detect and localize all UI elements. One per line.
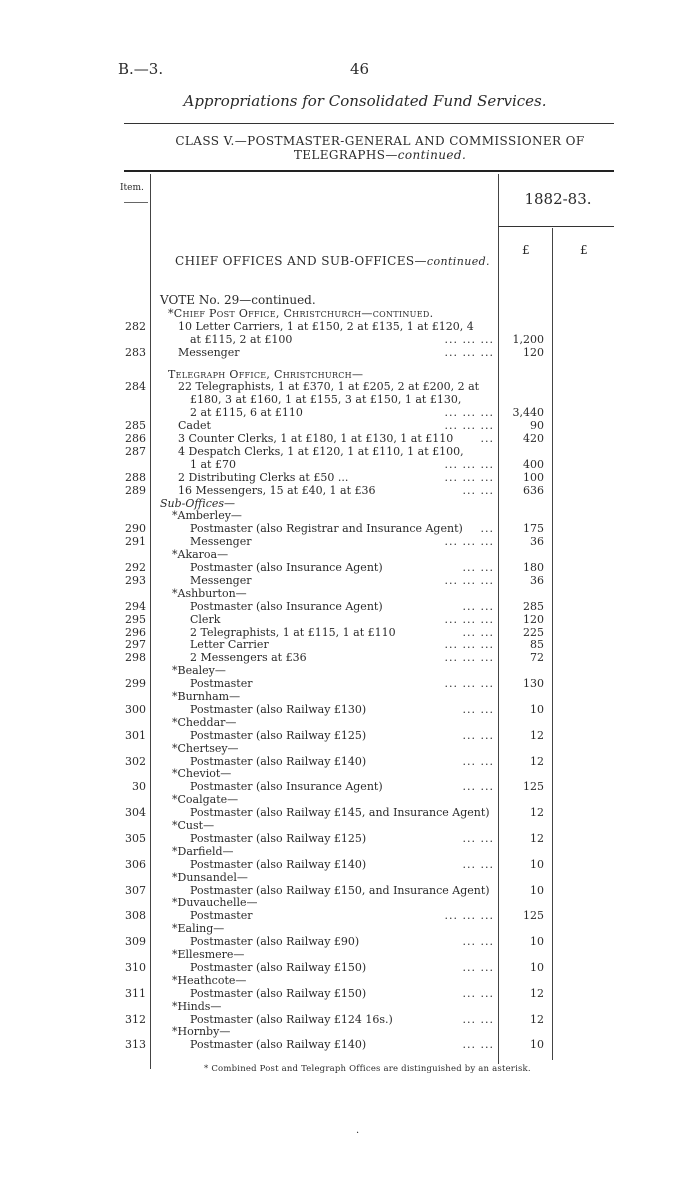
item-description: *Ealing— xyxy=(172,922,225,936)
item-description: *Ellesmere— xyxy=(172,948,245,961)
table-row xyxy=(0,471,700,484)
leader-dots: ... ... ... xyxy=(444,457,494,471)
class-heading-line-1: CLASS V.—POSTMASTER-GENERAL AND COMMISSIONER OF xyxy=(175,134,585,148)
item-number: 306 xyxy=(125,857,146,871)
item-amount: 10 xyxy=(530,935,544,949)
leader-dots: ... ... xyxy=(462,625,494,639)
item-header-underline xyxy=(124,202,148,203)
item-amount: 12 xyxy=(530,986,544,1000)
item-number: 313 xyxy=(125,1038,146,1052)
item-description: *Akaroa— xyxy=(172,548,229,562)
leader-dots: ... ... ... xyxy=(444,535,494,549)
table-row xyxy=(0,871,700,884)
item-amount: 12 xyxy=(530,754,544,768)
table-row xyxy=(0,497,700,510)
item-number: 302 xyxy=(125,754,146,768)
leader-dots: ... ... ... xyxy=(444,638,494,652)
table-row xyxy=(0,961,700,974)
item-description: 3 Counter Clerks, 1 at £180, 1 at £130, 1 at £110 xyxy=(178,432,454,445)
item-number: 298 xyxy=(125,651,146,665)
table-row xyxy=(0,690,700,703)
item-number: 288 xyxy=(125,470,146,484)
leader-dots: ... xyxy=(480,432,494,445)
year-underline xyxy=(498,226,614,227)
item-number: 295 xyxy=(125,612,146,626)
item-description: 2 Messengers at £36 xyxy=(190,651,307,665)
item-number: 296 xyxy=(125,625,146,639)
item-description: at £115, 2 at £100 xyxy=(190,332,293,346)
item-description: Postmaster (also Railway £124 16s.) xyxy=(190,1012,393,1026)
item-amount: 36 xyxy=(530,535,544,549)
class-heading-line-2 xyxy=(150,148,610,162)
item-number: 30 xyxy=(132,780,146,794)
table-row xyxy=(0,987,700,1000)
item-description: Cadet xyxy=(178,419,211,433)
item-number: 300 xyxy=(125,702,146,716)
item-number: 301 xyxy=(125,728,146,742)
table-row xyxy=(0,626,700,639)
item-amount: 400 xyxy=(523,457,544,471)
item-amount: 10 xyxy=(530,857,544,871)
leader-dots: ... ... ... xyxy=(444,419,494,433)
table-row xyxy=(0,458,700,471)
item-description: *Chief Post Office, Christchurch—continued. xyxy=(168,306,434,320)
class-heading-line-2-suffix: continued. xyxy=(397,148,467,162)
item-number: 305 xyxy=(125,831,146,845)
leader-dots: ... ... ... xyxy=(444,406,494,420)
item-amount: 120 xyxy=(523,612,544,626)
item-description: *Ashburton— xyxy=(172,586,247,600)
item-amount: 12 xyxy=(530,831,544,845)
table-row xyxy=(0,651,700,664)
table-row xyxy=(0,845,700,858)
item-amount: 130 xyxy=(523,677,544,691)
table-row xyxy=(0,1013,700,1026)
item-description: Postmaster (also Railway £150, and Insurance Agent) xyxy=(190,883,490,897)
item-description: Postmaster (also Railway £140) xyxy=(190,857,367,871)
year-header: 1882-83. xyxy=(524,190,592,208)
item-amount: 10 xyxy=(530,1038,544,1052)
item-description: VOTE No. 29—continued. xyxy=(160,293,316,307)
leader-dots: ... ... xyxy=(462,935,494,949)
leader-dots: ... ... ... xyxy=(444,345,494,359)
item-amount: 225 xyxy=(523,625,544,639)
table-row xyxy=(0,922,700,935)
table-row xyxy=(0,561,700,574)
item-description: *Heathcote— xyxy=(172,973,247,987)
leader-dots: ... ... xyxy=(462,1038,494,1052)
bottom-mark: · xyxy=(356,1128,360,1139)
item-description: £180, 3 at £160, 1 at £155, 3 at £150, 1 at £130, xyxy=(190,393,462,407)
item-description: Postmaster (also Railway £140) xyxy=(190,1038,367,1052)
item-number: 289 xyxy=(125,483,146,497)
item-description: Messenger xyxy=(190,573,252,587)
item-description: Postmaster (also Railway £125) xyxy=(190,728,367,742)
leader-dots: ... xyxy=(480,522,494,536)
item-number: 307 xyxy=(125,883,146,897)
leader-dots: ... ... xyxy=(462,702,494,716)
leader-dots: ... ... ... xyxy=(444,909,494,923)
table-row xyxy=(0,729,700,742)
table-row xyxy=(0,664,700,677)
item-description: Postmaster (also Railway £150) xyxy=(190,960,367,974)
table-row xyxy=(0,948,700,961)
leader-dots: ... ... xyxy=(462,986,494,1000)
table-row xyxy=(0,613,700,626)
leader-dots: ... ... ... xyxy=(444,573,494,587)
item-description: Postmaster xyxy=(190,677,253,691)
leader-dots: ... ... xyxy=(462,483,494,497)
item-number: 283 xyxy=(125,345,146,359)
item-amount: 125 xyxy=(523,909,544,923)
item-description: Messenger xyxy=(178,345,240,359)
footnote: * Combined Post and Telegraph Offices are distinguished by an asterisk. xyxy=(204,1064,531,1074)
item-number: 282 xyxy=(125,319,146,333)
table-row xyxy=(0,638,700,651)
item-number: 285 xyxy=(125,419,146,433)
item-description: Postmaster (also Registrar and Insurance Agent) xyxy=(190,522,463,536)
table-row xyxy=(0,806,700,819)
item-number: 287 xyxy=(125,444,146,458)
item-number: 297 xyxy=(125,638,146,652)
item-description: *Duvauchelle— xyxy=(172,896,258,910)
class-heading xyxy=(150,134,610,162)
leader-dots: ... ... ... xyxy=(444,677,494,691)
item-amount: 420 xyxy=(523,432,544,445)
leader-dots: ... ... ... xyxy=(444,470,494,484)
leader-dots: ... ... xyxy=(462,831,494,845)
table-row xyxy=(0,896,700,909)
item-amount: 175 xyxy=(523,522,544,536)
table-row xyxy=(0,600,700,613)
table-row xyxy=(0,393,700,406)
item-description: Postmaster (also Railway £150) xyxy=(190,986,367,1000)
section-title-suffix: continued. xyxy=(426,255,490,268)
item-amount: 3,440 xyxy=(512,406,544,420)
item-description: 2 Telegraphists, 1 at £115, 1 at £110 xyxy=(190,625,396,639)
item-amount: 636 xyxy=(523,483,544,497)
item-description: *Dunsandel— xyxy=(172,870,248,884)
leader-dots: ... ... xyxy=(462,561,494,574)
item-description: 16 Messengers, 15 at £40, 1 at £36 xyxy=(178,483,376,497)
leader-dots: ... ... xyxy=(462,599,494,613)
table-row xyxy=(0,767,700,780)
item-amount: 12 xyxy=(530,1012,544,1026)
table-row xyxy=(0,793,700,806)
item-description: 1 at £70 xyxy=(190,457,236,471)
leader-dots: ... ... xyxy=(462,728,494,742)
item-amount: 36 xyxy=(530,573,544,587)
table-top-rule xyxy=(124,170,614,172)
item-amount: 72 xyxy=(530,651,544,665)
item-amount: 85 xyxy=(530,638,544,652)
item-description: 10 Letter Carriers, 1 at £150, 2 at £135, 1 at £120, 4 xyxy=(178,319,474,333)
item-description: 2 Distributing Clerks at £50 ... xyxy=(178,470,349,484)
table-row xyxy=(0,1025,700,1038)
leader-dots: ... ... xyxy=(462,857,494,871)
item-description: *Amberley— xyxy=(172,509,242,523)
table-row xyxy=(0,587,700,600)
item-amount: 10 xyxy=(530,960,544,974)
leader-dots: ... ... xyxy=(462,960,494,974)
section-title xyxy=(175,254,490,268)
table-row xyxy=(0,909,700,922)
item-amount: 1,200 xyxy=(512,332,544,346)
table-row xyxy=(0,703,700,716)
item-amount: 12 xyxy=(530,728,544,742)
table-row xyxy=(0,294,700,307)
item-number: 293 xyxy=(125,573,146,587)
table-row xyxy=(0,432,700,445)
item-description: Letter Carrier xyxy=(190,638,269,652)
leader-dots: ... ... xyxy=(462,754,494,768)
table-row xyxy=(0,935,700,948)
currency-symbol-1: £ xyxy=(522,243,530,257)
table-row xyxy=(0,780,700,793)
item-amount: 12 xyxy=(530,806,544,820)
item-number: 294 xyxy=(125,599,146,613)
item-description: *Coalgate— xyxy=(172,793,239,807)
item-number: 299 xyxy=(125,677,146,691)
leader-dots: ... ... ... xyxy=(444,651,494,665)
table-row xyxy=(0,755,700,768)
item-amount: 180 xyxy=(523,561,544,574)
table-row xyxy=(0,858,700,871)
item-description: *Chertsey— xyxy=(172,741,239,755)
item-amount: 120 xyxy=(523,345,544,359)
item-number: 311 xyxy=(125,986,146,1000)
table-row xyxy=(0,1038,700,1051)
leader-dots: ... ... xyxy=(462,780,494,794)
table-row xyxy=(0,819,700,832)
leader-dots: ... ... ... xyxy=(444,612,494,626)
item-description: *Cheviot— xyxy=(172,767,232,781)
item-description: *Burnham— xyxy=(172,690,241,703)
item-description: *Hornby— xyxy=(172,1025,231,1039)
table-row xyxy=(0,509,700,522)
table-row xyxy=(0,677,700,690)
item-description: Postmaster (also Insurance Agent) xyxy=(190,780,383,794)
page-number: 46 xyxy=(350,60,370,78)
item-number: 292 xyxy=(125,561,146,574)
document-reference: B.—3. xyxy=(118,60,164,78)
item-description: Postmaster (also Insurance Agent) xyxy=(190,561,383,574)
item-number: 291 xyxy=(125,535,146,549)
table-row xyxy=(0,832,700,845)
item-description: Postmaster (also Railway £140) xyxy=(190,754,367,768)
table-row xyxy=(0,333,700,346)
table-row xyxy=(0,380,700,393)
item-description: *Hinds— xyxy=(172,999,222,1013)
table-row xyxy=(0,742,700,755)
item-description: Postmaster (also Railway £125) xyxy=(190,831,367,845)
item-number: 309 xyxy=(125,935,146,949)
table-row xyxy=(0,548,700,561)
item-description: Postmaster (also Insurance Agent) xyxy=(190,599,383,613)
table-row xyxy=(0,522,700,535)
item-description: *Cheddar— xyxy=(172,715,237,729)
table-row xyxy=(0,884,700,897)
item-description: Postmaster (also Railway £90) xyxy=(190,935,360,949)
item-description: 4 Despatch Clerks, 1 at £120, 1 at £110, 1 at £100, xyxy=(178,444,464,458)
item-amount: 10 xyxy=(530,883,544,897)
table-row xyxy=(0,406,700,419)
item-amount: 10 xyxy=(530,702,544,716)
class-heading-line-2-main: TELEGRAPHS— xyxy=(293,148,398,162)
item-column-header: Item. xyxy=(120,183,144,193)
table-row xyxy=(0,974,700,987)
item-description: Postmaster (also Railway £130) xyxy=(190,702,367,716)
table-row xyxy=(0,574,700,587)
item-number: 310 xyxy=(125,960,146,974)
item-amount: 285 xyxy=(523,599,544,613)
item-number: 284 xyxy=(125,380,146,394)
table-row xyxy=(0,346,700,359)
item-number: 312 xyxy=(125,1012,146,1026)
item-number: 308 xyxy=(125,909,146,923)
item-number: 286 xyxy=(125,432,146,445)
table-row xyxy=(0,419,700,432)
leader-dots: ... ... ... xyxy=(444,332,494,346)
item-description: Telegraph Office, Christchurch— xyxy=(168,367,364,381)
table-row xyxy=(0,1000,700,1013)
table-row xyxy=(0,535,700,548)
table-row xyxy=(0,307,700,320)
item-description: *Bealey— xyxy=(172,664,226,678)
item-description: Clerk xyxy=(190,612,221,626)
item-amount: 125 xyxy=(523,780,544,794)
item-amount: 100 xyxy=(523,470,544,484)
table-row xyxy=(0,368,700,381)
item-number: 304 xyxy=(125,806,146,820)
header-rule xyxy=(124,123,614,124)
item-description: 2 at £115, 6 at £110 xyxy=(190,406,303,420)
item-amount: 90 xyxy=(530,419,544,433)
currency-symbol-2: £ xyxy=(580,243,588,257)
item-description: 22 Telegraphists, 1 at £370, 1 at £205, 2 at £200, 2 at xyxy=(178,380,480,394)
item-description: *Darfield— xyxy=(172,844,234,858)
table-row xyxy=(0,320,700,333)
table-row xyxy=(0,484,700,497)
table-row xyxy=(0,445,700,458)
item-description: Sub-Offices— xyxy=(160,496,236,510)
item-number: 290 xyxy=(125,522,146,536)
section-title-main: CHIEF OFFICES AND SUB-OFFICES— xyxy=(175,254,427,268)
leader-dots: ... ... xyxy=(462,1012,494,1026)
page-title: Appropriations for Consolidated Fund Services. xyxy=(183,92,547,110)
item-description: Messenger xyxy=(190,535,252,549)
item-description: Postmaster xyxy=(190,909,253,923)
item-description: Postmaster (also Railway £145, and Insurance Agent) xyxy=(190,806,490,820)
table-row xyxy=(0,716,700,729)
item-description: *Cust— xyxy=(172,819,215,832)
